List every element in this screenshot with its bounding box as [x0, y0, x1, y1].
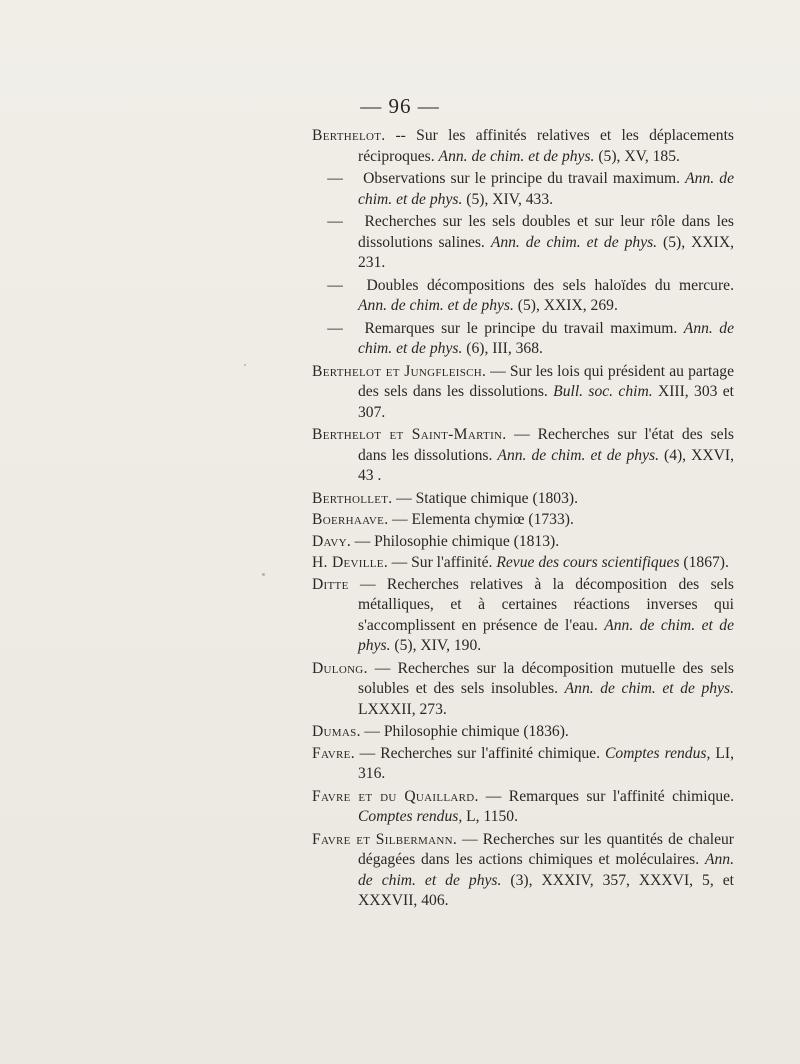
- bibliography-entry: [312, 276, 734, 317]
- entry-reference: (5), XIV, 433.: [462, 190, 554, 208]
- bibliography-entry: [312, 744, 734, 785]
- entry-author: —: [327, 276, 343, 294]
- bibliography-entry: [312, 169, 734, 210]
- bibliography-list: [312, 126, 734, 914]
- entry-author: Dulong: [312, 659, 364, 677]
- entry-author: —: [327, 170, 343, 187]
- entry-reference: (5), XXIX, 269.: [513, 297, 618, 314]
- entry-author: Berthelot et Jungfleisch: [312, 362, 483, 380]
- bibliography-entry: [312, 722, 734, 743]
- entry-text: . — Elementa chymiœ (1733).: [384, 511, 574, 528]
- entry-journal: Ann. de chim. et de phys.: [358, 170, 735, 208]
- entry-author: Boerhaave: [312, 511, 385, 528]
- entry-journal: Ann. de chim. et de phys.: [497, 446, 659, 464]
- entry-reference: (5), XXIX, 231.: [358, 233, 734, 271]
- bibliography-entry: [312, 787, 734, 828]
- entry-journal: Ann. de chim. et de phys.: [358, 851, 734, 889]
- bibliography-entry: [312, 126, 734, 167]
- entry-text: . — Philosophie chimique (1813).: [346, 532, 560, 550]
- entry-reference: L, 1150.: [462, 808, 518, 825]
- bibliography-entry: [312, 659, 734, 721]
- entry-author: Dumas: [312, 723, 357, 740]
- bibliography-entry: [312, 212, 734, 274]
- entry-reference: (6), III, 368.: [462, 340, 543, 357]
- bibliography-entry: [312, 362, 734, 424]
- entry-author: Davy: [312, 532, 347, 550]
- bibliography-entry: [312, 575, 734, 657]
- entry-reference: LI, 316.: [358, 744, 734, 782]
- entry-text: . — Recherches sur les quantités de chaleur dégagées dans les actions chimiques et moléculaires.: [358, 830, 734, 868]
- entry-text: — Recherches relatives à la décomposition des sels métalliques, et à certaines réactions inverses qui s'accomplissent en présence de l'eau.: [348, 575, 734, 634]
- entry-reference: (4), XXVI, 43 .: [358, 446, 734, 484]
- paper-speck: [262, 573, 265, 576]
- paper-speck: [244, 364, 246, 366]
- entry-author: Favre et du Quaillard: [312, 787, 475, 805]
- entry-journal: Ann. de chim. et de phys.: [358, 616, 735, 654]
- bibliography-entry: [312, 319, 734, 360]
- bibliography-entry: [312, 532, 734, 553]
- entry-journal: Ann. de chim. et de phys.: [358, 297, 514, 314]
- entry-author: Berthelot et Saint-Martin: [312, 426, 503, 443]
- entry-text: . — Philosophie chimique (1836).: [356, 723, 569, 740]
- entry-text: Doubles décompositions des sels haloïdes du mercure.: [358, 276, 734, 294]
- bibliography-entry: [312, 553, 734, 574]
- entry-text: Observations sur le principe du travail maximum.: [358, 170, 686, 187]
- entry-author: Ditte: [312, 575, 349, 593]
- entry-reference: XIII, 303 et 307.: [358, 383, 735, 421]
- entry-text: . — Recherches sur la décomposition mutuelle des sels solubles et des sels insolubles.: [358, 659, 734, 697]
- entry-text: . — Sur l'affinité.: [383, 554, 497, 571]
- entry-text: . — Statique chimique (1803).: [388, 489, 578, 507]
- entry-journal: Ann. de chim. et de phys.: [438, 147, 595, 165]
- entry-author: Favre et Silbermann: [312, 830, 453, 848]
- entry-text: . — Recherches sur l'état des sels dans les dissolutions.: [358, 426, 734, 464]
- entry-text: Recherches sur les sels doubles et sur leur rôle dans les dissolutions salines.: [358, 213, 734, 251]
- bibliography-entry: [312, 425, 734, 487]
- entry-reference: (5), XV, 185.: [594, 147, 680, 165]
- entry-journal: Bull. soc. chim.: [553, 383, 653, 400]
- entry-journal: Comptes rendus,: [358, 808, 463, 825]
- entry-journal: Comptes rendus,: [605, 744, 711, 762]
- entry-text: Remarques sur le principe du travail maximum.: [358, 319, 684, 337]
- bibliography-entry: [312, 830, 734, 912]
- entry-text: . — Remarques sur l'affinité chimique.: [474, 787, 734, 805]
- entry-journal: Ann. de chim. et de phys.: [490, 233, 658, 251]
- entry-journal: Revue des cours scientifiques: [496, 554, 680, 571]
- bibliography-entry: [312, 489, 734, 510]
- entry-author: Berthelot: [312, 127, 382, 144]
- entry-reference: LXXXII, 273.: [358, 700, 447, 718]
- entry-author: Favre: [312, 744, 351, 762]
- page-number: — 96 —: [360, 94, 440, 118]
- entry-text: . -- Sur les affinités relatives et les déplacements réciproques.: [358, 127, 734, 165]
- entry-author: —: [327, 319, 343, 337]
- entry-text: . — Recherches sur l'affinité chimique.: [350, 744, 605, 762]
- entry-reference: (1867).: [679, 554, 729, 571]
- entry-journal: Ann. de chim. et de phys.: [358, 319, 734, 357]
- entry-journal: Ann. de chim. et de phys.: [564, 680, 734, 697]
- entry-text: . — Sur les lois qui président au partage des sels dans les dissolutions.: [358, 362, 735, 400]
- bibliography-entry: [312, 510, 734, 531]
- entry-reference: (5), XIV, 190.: [390, 637, 482, 654]
- entry-reference: (3), XXXIV, 357, XXXVI, 5, et XXXVII, 406.: [358, 871, 734, 909]
- entry-author: —: [327, 213, 343, 230]
- entry-author: Berthollet: [312, 489, 389, 507]
- entry-author: H. Deville: [312, 554, 384, 571]
